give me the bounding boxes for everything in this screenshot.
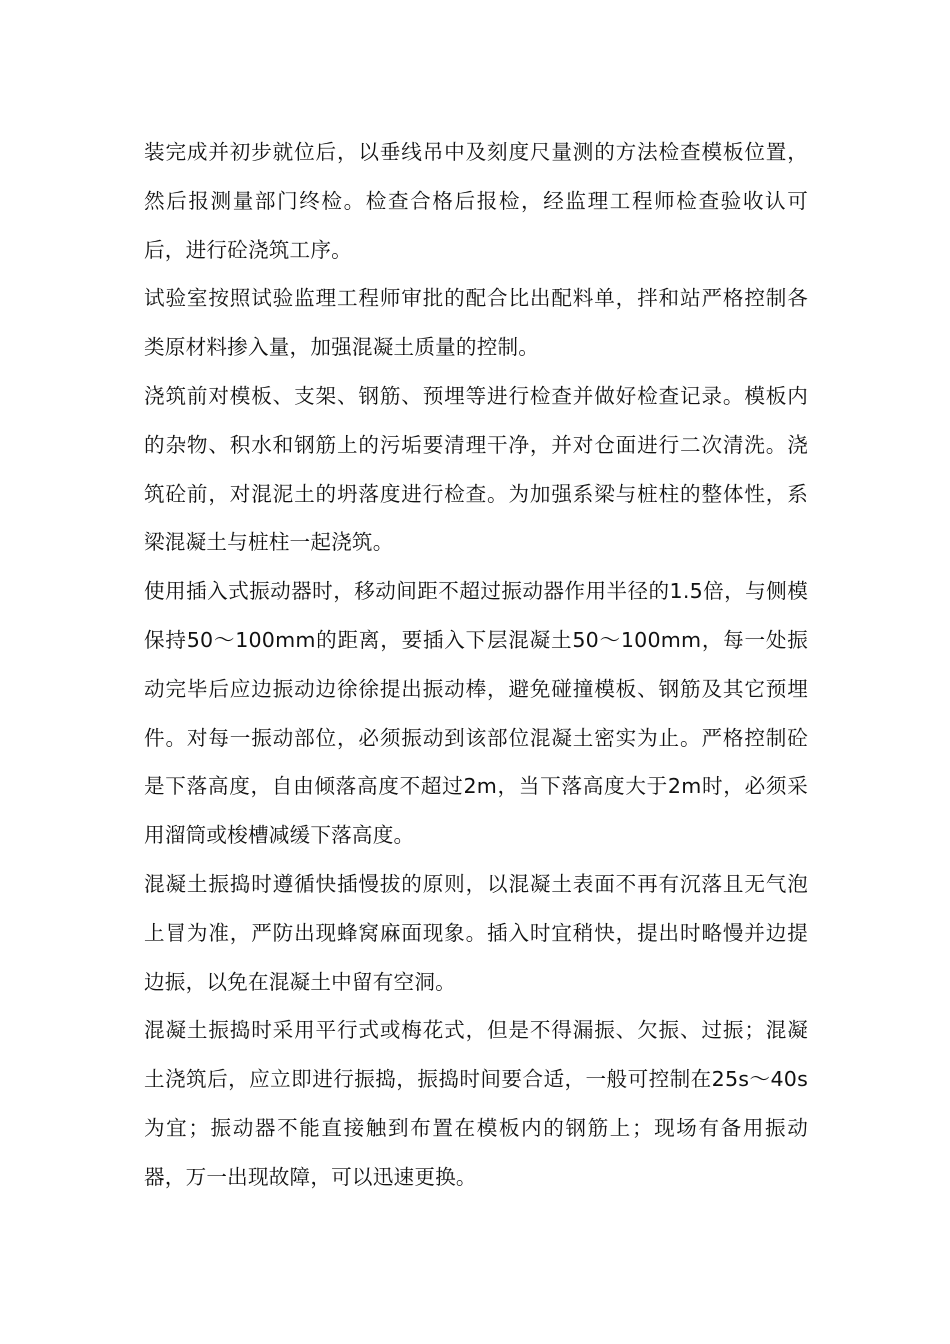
paragraph-pre-pour-inspection: 浇筑前对模板、支架、钢筋、预埋等进行检查并做好检查记录。模板内的杂物、积水和钢筋上的污垢要清理干净，并对仓面进行二次清洗。浇筑砼前，对混泥土的坍落度进行检查。为加强系梁与桩柱的整体性，系梁混凝土与桩柱一起浇筑。 <box>144 383 808 555</box>
paragraph-vibration-method: 混凝土振捣时采用平行式或梅花式，但是不得漏振、欠振、过振；混凝土浇筑后，应立即进行振捣，振捣时间要合适，一般可控制在25s～40s为宜；振动器不能直接触到布置在模板内的钢筋上；现场有备用振动器，万一出现故障，可以迅速更换。 <box>144 1018 808 1189</box>
paragraph-vibrator-usage: 使用插入式振动器时，移动间距不超过振动器作用半径的1.5倍，与侧模保持50～100mm的距离，要插入下层混凝土50～100mm，每一处振动完毕后应边振动边徐徐提出振动棒，避免碰撞模板、钢筋及其它预埋件。对每一振动部位，必须振动到该部位混凝土密实为止。严格控制砼是下落高度，自由倾落高度不超过2m，当下落高度大于2m时，必须采用溜筒或梭槽减缓下落高度。 <box>144 579 808 848</box>
document-body <box>144 128 808 1202</box>
paragraph-mix-control: 试验室按照试验监理工程师审批的配合比出配料单，拌和站严格控制各类原材料掺入量，加强混凝土质量的控制。 <box>144 286 808 360</box>
paragraph-vibration-principle: 混凝土振捣时遵循快插慢拔的原则，以混凝土表面不再有沉落且无气泡上冒为准，严防出现蜂窝麻面现象。插入时宜稍快，提出时略慢并边提边振，以免在混凝土中留有空洞。 <box>144 871 808 994</box>
paragraph-template-alignment: 装完成并初步就位后，以垂线吊中及刻度尺量测的方法检查模板位置，然后报测量部门终检。检查合格后报检，经监理工程师检查验收认可后，进行砼浇筑工序。 <box>144 140 808 262</box>
